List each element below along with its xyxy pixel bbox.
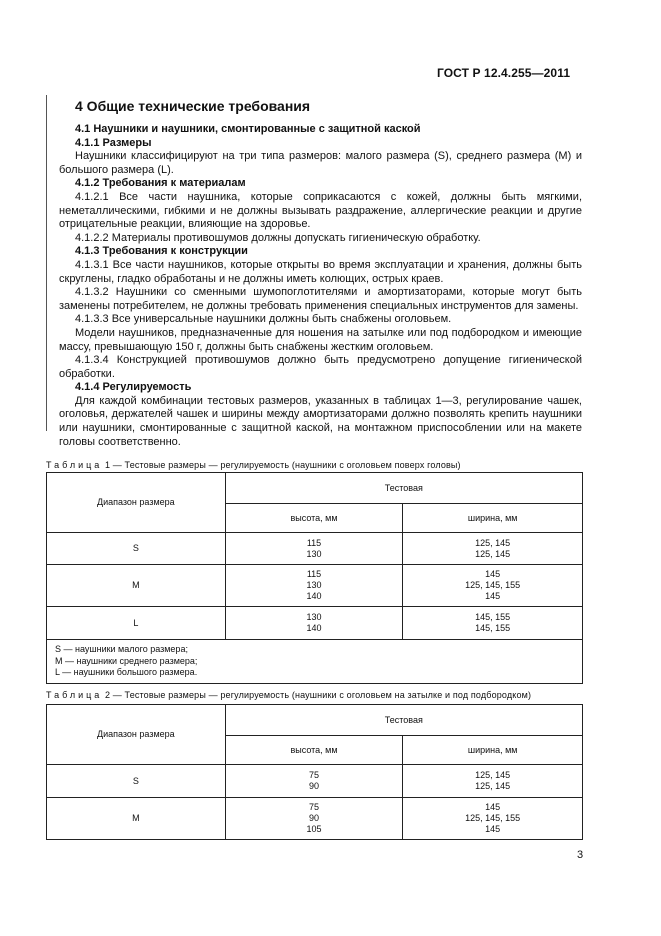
table1 [46, 472, 583, 684]
width-value: 145 [485, 802, 501, 812]
width-value: 125, 145, 155 [465, 813, 521, 823]
paragraph: 4.1.3.4 Конструкцией противошумов должно быть предусмотрено допущение гигиенической обработки. [59, 354, 582, 380]
width-value: 125, 145 [475, 770, 511, 780]
width-value: 125, 145, 155 [465, 580, 521, 590]
size-cell: M [47, 798, 226, 840]
width-cell [403, 798, 583, 840]
height-cell [225, 607, 403, 640]
table1-header-width: ширина, мм [403, 504, 583, 533]
table1-body [47, 533, 583, 684]
table1-header-range: Диапазон размера [47, 473, 226, 533]
table2-caption-text: 2 — Тестовые размеры — регулируемость (наушники с оголовьем на затылке и под подбородком) [104, 690, 532, 700]
paragraph: Наушники классифицируют на три типа размеров: малого размера (S), среднего размера (М) и большого размера (L). [59, 150, 582, 176]
size-cell: S [47, 533, 226, 565]
height-value: 115 [306, 537, 322, 548]
size-cell: S [47, 765, 226, 798]
paragraph: Для каждой комбинации тестовых размеров, указанных в таблицах 1—3, регулирование чашек, оголовья, держателей чашек и ширины между амортизаторами должно позволять крепить наушники или наушники, смонтированные с защитной каской, на монтажном приспособлении или на макете головы соответственно. [59, 394, 582, 448]
height-cell [225, 565, 403, 607]
table2-body [47, 765, 583, 840]
table2-header-test: Тестовая [225, 705, 582, 736]
paragraph: 4.1.3.1 Все части наушников, которые открыты во время эксплуатации и хранения, должны быть скруглены, гладко обработаны и не должны иметь колющих, острых краев. [59, 258, 582, 285]
width-value: 125, 145 [475, 537, 511, 548]
table-row [47, 607, 583, 640]
paragraph: Модели наушников, предназначенные для ношения на затылке или под подбородком и имеющие массу, превышающую 150 г, должны быть снабжены жестким оголовьем. [59, 326, 582, 353]
paragraph: 4.1.2.1 Все части наушника, которые соприкасаются с кожей, должны быть мягкими, неметаллическими, гибкими и не должны вызывать раздражение, аллергические реакции и другие отрицательные реакции, влияющие на здоровье. [59, 190, 582, 231]
height-value: 75 [308, 770, 319, 780]
size-cell: L [47, 607, 226, 640]
table-row [47, 798, 583, 840]
width-cell [403, 565, 583, 607]
paragraph: 4.1.3.2 Наушники со сменными шумопоглотителями и амортизаторами, которые могут быть заменены потребителем, не должны требовать применения специальных инструментов для замены. [59, 286, 582, 312]
height-value: 140 [306, 623, 322, 633]
height-value: 90 [308, 781, 319, 791]
height-value: 105 [306, 824, 322, 834]
table1-notes-row [47, 640, 583, 684]
width-cell [403, 607, 583, 640]
width-cell [403, 533, 583, 565]
height-value: 130 [306, 580, 322, 590]
width-value: 145 [485, 591, 501, 601]
paragraph: 4.1.2.2 Материалы противошумов должны допускать гигиеническую обработку. [75, 231, 481, 244]
width-value: 145 [485, 569, 501, 579]
height-value: 115 [306, 569, 322, 579]
table2-header-height: высота, мм [225, 736, 403, 765]
table-row [47, 565, 583, 607]
table-row [47, 765, 583, 798]
subsection-heading: 4.1.3 Требования к конструкции [75, 245, 248, 258]
change-bar [46, 95, 47, 431]
table1-caption-text: 1 — Тестовые размеры — регулируемость (наушники с оголовьем поверх головы) [104, 460, 461, 470]
width-value: 145, 155 [475, 623, 511, 633]
subsection-heading: 4.1.4 Регулируемость [75, 381, 192, 394]
subsection-heading: 4.1.2 Требования к материалам [75, 177, 246, 190]
note-line: L — наушники большого размера. [55, 667, 198, 677]
text-blocks [59, 123, 582, 449]
table2-caption-word: Таблица [46, 690, 103, 700]
table1-header-test: Тестовая [225, 473, 582, 504]
table1-caption-word: Таблица [46, 460, 103, 470]
width-cell [403, 765, 583, 798]
size-cell: M [47, 565, 226, 607]
table-row [47, 533, 583, 565]
section-title: 4 Общие технические требования [75, 98, 311, 114]
page-number: 3 [577, 849, 584, 861]
width-value: 145 [485, 824, 501, 834]
width-value: 125, 145 [475, 548, 511, 559]
height-value: 75 [308, 802, 319, 812]
height-cell [225, 798, 403, 840]
table2-header-range: Диапазон размера [47, 705, 226, 765]
note-line: S — наушники малого размера; [55, 644, 188, 654]
table1-notes [47, 640, 583, 684]
height-value: 130 [306, 548, 322, 559]
height-cell [225, 765, 403, 798]
main-text [59, 96, 582, 449]
table2-header-width: ширина, мм [403, 736, 583, 765]
height-value: 90 [308, 813, 319, 823]
subsection-heading: 4.1 Наушники и наушники, смонтированные с защитной каской [75, 123, 421, 135]
height-value: 140 [306, 591, 322, 601]
document-header: ГОСТ Р 12.4.255—2011 [437, 66, 571, 80]
height-cell [225, 533, 403, 565]
height-value: 130 [306, 612, 322, 622]
table2-caption [46, 690, 531, 700]
width-value: 125, 145 [475, 781, 511, 791]
paragraph: 4.1.3.3 Все универсальные наушники должны быть снабжены оголовьем. [75, 313, 452, 326]
table1-header-height: высота, мм [225, 504, 403, 533]
table1-caption [46, 460, 461, 470]
note-line: M — наушники среднего размера; [55, 655, 198, 666]
table2 [46, 704, 583, 840]
subsection-heading: 4.1.1 Размеры [75, 136, 152, 149]
width-value: 145, 155 [475, 612, 511, 622]
